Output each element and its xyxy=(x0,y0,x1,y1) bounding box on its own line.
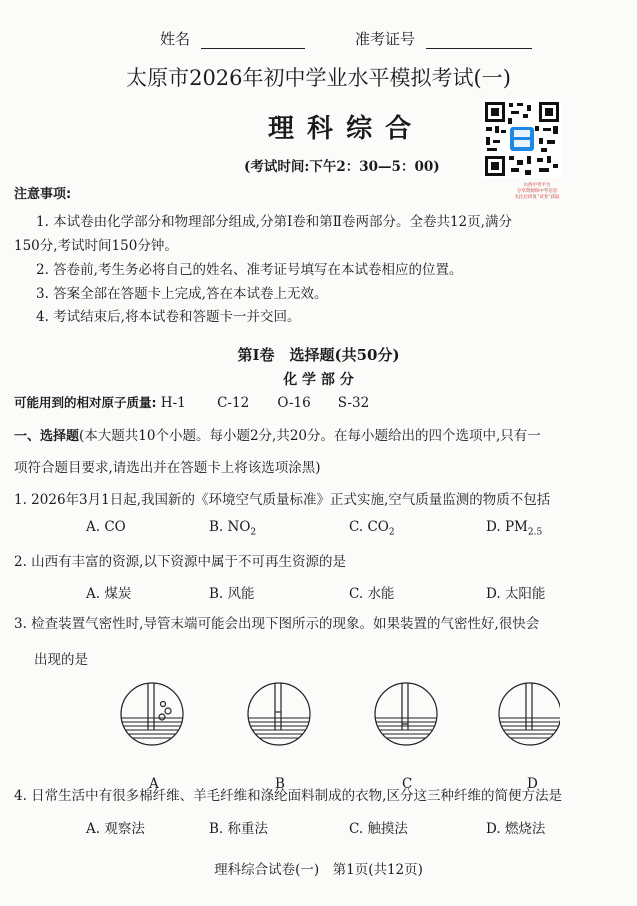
option-c xyxy=(349,582,394,602)
exam-id-field xyxy=(355,28,532,49)
option-text: CO xyxy=(104,519,126,535)
option-b xyxy=(209,817,268,837)
beaker-a xyxy=(120,683,184,745)
option-d xyxy=(486,519,542,538)
option-letter: B. xyxy=(209,821,224,837)
option-letter: B. xyxy=(209,519,224,535)
option-text: PM xyxy=(504,519,528,535)
figure-label-a: A xyxy=(149,776,159,792)
section-title: 第Ⅰ卷 选择题(共50分) xyxy=(237,346,400,364)
atomic-mass-value: O-16 xyxy=(277,395,311,411)
option-d xyxy=(486,817,545,837)
option-c xyxy=(349,519,395,538)
option-c xyxy=(349,817,408,837)
name-label: 姓名 xyxy=(160,30,191,48)
name-underline xyxy=(201,34,305,49)
qr-note-line: 分享资源和中考信息 xyxy=(516,189,558,194)
qr-note-line: 关注后回复“试卷”获取 xyxy=(514,195,560,200)
part1-description-2: 项符合题目要求,请选出并在答题卡上将该选项涂黑) xyxy=(14,460,321,476)
question-stem-cont: 出现的是 xyxy=(34,652,88,668)
question-stem: 2. 山西有丰富的资源,以下资源中属于不可再生资源的是 xyxy=(14,554,346,570)
notice-item: 150分,考试时间150分钟。 xyxy=(14,238,178,254)
gas-tightness-figure xyxy=(120,678,560,770)
option-b xyxy=(209,519,256,538)
atomic-mass-line xyxy=(14,393,369,411)
option-d xyxy=(486,582,545,602)
figure-label-b: B xyxy=(275,776,285,792)
option-a xyxy=(86,817,145,837)
qr-code-image xyxy=(483,100,561,178)
option-subscript: 2 xyxy=(250,527,257,538)
option-letter: D. xyxy=(486,519,501,535)
option-text: 煤炭 xyxy=(104,586,132,602)
option-a xyxy=(86,582,131,602)
atomic-mass-value: S-32 xyxy=(337,395,370,411)
part1-heading-line xyxy=(14,424,541,444)
atomic-mass-label: 可能用到的相对原子质量: xyxy=(14,395,157,410)
option-letter: A. xyxy=(86,821,101,837)
option-text: 触摸法 xyxy=(367,821,408,837)
notice-title: 注意事项: xyxy=(14,187,72,202)
name-field xyxy=(160,28,305,49)
option-text: 太阳能 xyxy=(504,586,546,602)
part1-description: (本大题共10个小题。每小题2分,共20分。在每小题给出的四个选项中,只有一 xyxy=(79,428,541,444)
notice-item: 3. 答案全部在答题卡上完成,答在本试卷上无效。 xyxy=(36,286,328,302)
chem-part-title: 化 学 部 分 xyxy=(283,372,354,388)
exam-title: 太原市2026年初中学业水平模拟考试(一) xyxy=(126,66,511,90)
exam-id-label: 准考证号 xyxy=(355,30,416,48)
beaker-d xyxy=(498,683,560,745)
option-text: 称重法 xyxy=(227,821,269,837)
option-text: CO xyxy=(367,519,389,535)
notice-item: 2. 答卷前,考生务必将自己的姓名、准考证号填写在本试卷相应的位置。 xyxy=(36,262,463,278)
option-text: NO xyxy=(227,519,251,535)
option-a xyxy=(86,519,126,535)
question-stem: 1. 2026年3月1日起,我国新的《环境空气质量标准》正式实施,空气质量监测的物质不包括 xyxy=(14,492,551,508)
figure-label-d: D xyxy=(527,776,538,792)
option-letter: A. xyxy=(86,586,101,602)
part1-heading: 一、选择题 xyxy=(14,429,80,444)
atomic-mass-value: H-1 xyxy=(160,395,186,411)
exam-id-underline xyxy=(426,34,532,49)
notice-item: 1. 本试卷由化学部分和物理部分组成,分第Ⅰ卷和第Ⅱ卷两部分。全卷共12页,满分 xyxy=(36,214,512,230)
qr-note-line: 山西中考平台 xyxy=(523,183,551,188)
atomic-mass-value: C-12 xyxy=(217,395,250,411)
option-text: 燃烧法 xyxy=(504,821,546,837)
figure-label-c: C xyxy=(402,776,413,792)
option-letter: C. xyxy=(349,821,364,837)
option-text: 水能 xyxy=(367,586,395,602)
option-text: 观察法 xyxy=(104,821,145,837)
option-letter: D. xyxy=(486,821,501,837)
option-letter: C. xyxy=(349,519,364,535)
option-subscript: 2.5 xyxy=(527,527,543,538)
option-letter: B. xyxy=(209,586,224,602)
subject-title: 理 科 综 合 xyxy=(268,114,414,144)
option-letter: C. xyxy=(349,586,364,602)
option-b xyxy=(209,582,255,602)
notice-item: 4. 考试结束后,将本试卷和答题卡一并交回。 xyxy=(36,309,301,325)
qr-note xyxy=(483,183,591,201)
option-letter: D. xyxy=(486,586,501,602)
exam-time: (考试时间:下午2：30—5：00) xyxy=(244,159,440,175)
option-subscript: 2 xyxy=(388,527,395,538)
beaker-c xyxy=(374,683,438,745)
option-letter: A. xyxy=(86,519,101,535)
question-stem: 4. 日常生活中有很多棉纤维、羊毛纤维和涤纶面料制成的衣物,区分这三种纤维的简便方法是 xyxy=(14,788,562,804)
option-text: 风能 xyxy=(227,586,255,602)
question-stem: 3. 检查装置气密性时,导管末端可能会出现下图所示的现象。如果装置的气密性好,很快会 xyxy=(14,616,540,632)
page-footer: 理科综合试卷(一) 第1页(共12页) xyxy=(214,862,423,878)
beaker-b xyxy=(247,683,311,745)
